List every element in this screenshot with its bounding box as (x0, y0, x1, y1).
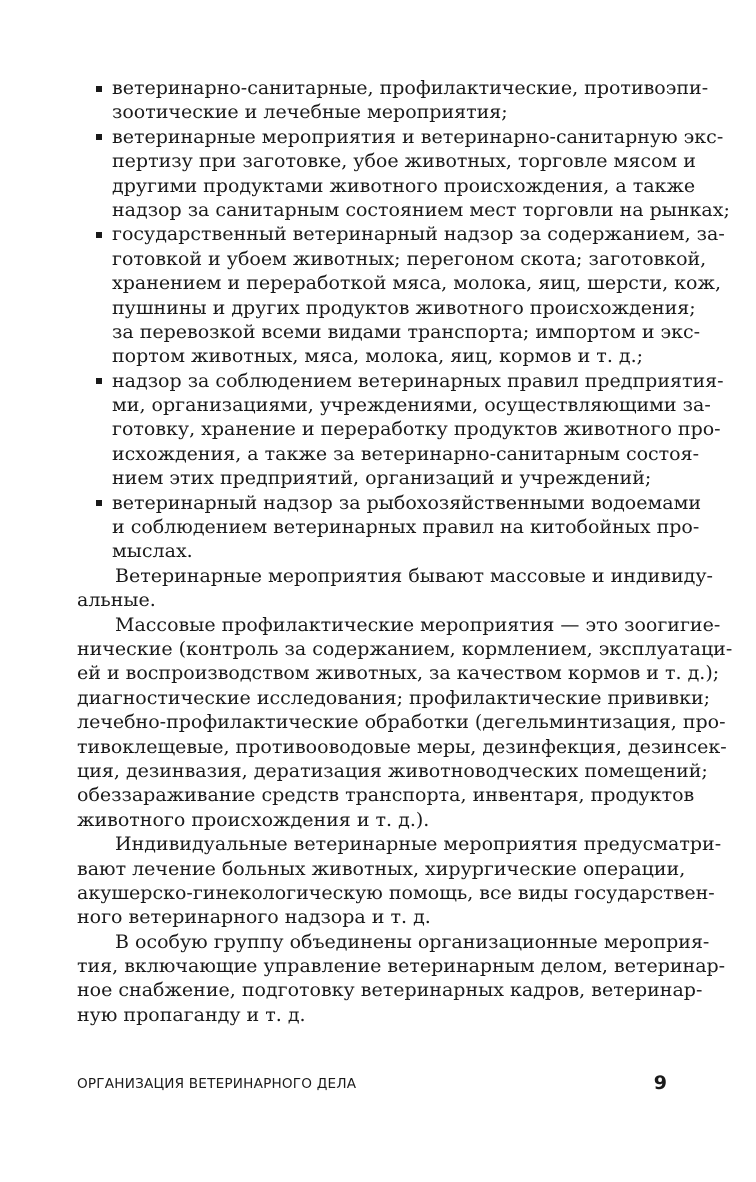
line-text: мыслах. (112, 540, 193, 563)
line-text: и соблюдением ветеринарных правил на китобойных про- (112, 516, 700, 539)
line-text: ного ветеринарного надзора и т. д. (77, 906, 431, 929)
line-text: Ветеринарные мероприятия бывают массовые и индивиду- (115, 564, 713, 587)
line-text: тивоклещевые, противооводовые меры, дезинфекция, дезинсек- (77, 735, 727, 758)
text-line (77, 76, 709, 100)
line-text: лечебно-профилактические обработки (дегельминтизация, про- (77, 711, 726, 734)
text-line (77, 832, 722, 856)
paragraph (77, 564, 713, 613)
text-line (77, 296, 696, 320)
line-text: Массовые профилактические мероприятия — это зоогигие- (115, 613, 721, 636)
line-text: готовку, хранение и переработку продуктов животного про- (112, 418, 721, 441)
text-line (77, 930, 710, 954)
line-text: за перевозкой всеми видами транспорта; импортом и экс- (112, 320, 701, 343)
bullet-square-icon (96, 378, 102, 384)
line-text: хранением и переработкой мяса, молока, яиц, шерсти, кож, (112, 272, 721, 295)
line-text: акушерско-гинекологическую помощь, все виды государствен- (77, 881, 715, 904)
line-text: нические (контроль за содержанием, кормлением, эксплуатаци- (77, 637, 733, 660)
line-text: вают лечение больных животных, хирургические операции, (77, 857, 686, 880)
text-line (77, 149, 696, 173)
line-text: государственный ветеринарный надзор за содержанием, за- (112, 223, 725, 246)
text-line (77, 978, 703, 1002)
bullet-square-icon (96, 86, 102, 92)
text-line (77, 491, 702, 515)
line-text: ми, организациями, учреждениями, осуществляющими за- (112, 394, 711, 417)
line-text: ное снабжение, подготовку ветеринарных кадров, ветеринар- (77, 979, 703, 1002)
line-text: другими продуктами животного происхождения, а также (112, 174, 696, 197)
text-line (77, 710, 726, 734)
line-text: зоотические и лечебные мероприятия; (112, 101, 508, 124)
text-line (77, 100, 667, 124)
line-text: пертизу при заготовке, убое животных, торговле мясом и (112, 150, 696, 173)
page-footer (77, 1072, 667, 1096)
text-line (77, 564, 713, 588)
text-line (77, 1003, 667, 1027)
text-line (77, 857, 686, 881)
bullet-square-icon (96, 500, 102, 506)
bullet-square-icon (96, 134, 102, 140)
text-line (77, 320, 701, 344)
paragraph (77, 930, 726, 1028)
line-text: ветеринарно-санитарные, профилактические, противоэпи- (112, 77, 709, 99)
page-number: 9 (653, 1072, 667, 1094)
text-line (77, 954, 726, 978)
line-text: готовкой и убоем животных; перегоном скота; заготовкой, (112, 247, 707, 270)
text-line (77, 613, 721, 637)
bullet-item (77, 76, 709, 125)
text-line (77, 539, 667, 563)
text-line (77, 198, 730, 222)
line-text: ветеринарные мероприятия и ветеринарно-санитарную экс- (112, 125, 724, 148)
text-line (77, 417, 721, 441)
bullet-square-icon (96, 232, 102, 238)
text-line (77, 466, 667, 490)
line-text: ную пропаганду и т. д. (77, 1003, 306, 1026)
text-line (77, 808, 667, 832)
line-text: диагностические исследования; профилактические прививки; (77, 686, 711, 709)
line-text: ветеринарный надзор за рыбохозяйственными водоемами (112, 491, 702, 514)
text-line (77, 905, 667, 929)
paragraph (77, 613, 733, 833)
text-line (77, 125, 724, 149)
text-line (77, 344, 667, 368)
line-text: нием этих предприятий, организаций и учреждений; (112, 467, 652, 490)
bullet-item (77, 125, 730, 223)
text-line (77, 588, 667, 612)
text-line (77, 686, 711, 710)
text-line (77, 759, 708, 783)
line-text: альные. (77, 589, 156, 612)
text-line (77, 174, 696, 198)
text-line (77, 369, 724, 393)
line-text: пушнины и других продуктов животного происхождения; (112, 296, 696, 319)
text-line (77, 881, 715, 905)
text-line (77, 735, 727, 759)
text-line (77, 783, 695, 807)
text-line (77, 271, 721, 295)
text-line (77, 515, 700, 539)
line-text: В особую группу объединены организационные мероприя- (115, 930, 710, 953)
text-line (77, 661, 720, 685)
line-text: надзор за санитарным состоянием мест торговли на рынках; (112, 198, 730, 221)
bullet-item (77, 369, 724, 491)
line-text: животного происхождения и т. д.). (77, 808, 430, 831)
line-text: портом животных, мяса, молока, яиц, кормов и т. д.; (112, 345, 644, 368)
paragraph (77, 832, 722, 930)
line-text: обеззараживание средств транспорта, инвентаря, продуктов (77, 784, 695, 807)
line-text: Индивидуальные ветеринарные мероприятия предусматри- (115, 833, 722, 856)
line-text: надзор за соблюдением ветеринарных правил предприятия- (112, 369, 724, 392)
running-title: ОРГАНИЗАЦИЯ ВЕТЕРИНАРНОГО ДЕЛА (77, 1076, 357, 1092)
bullet-item (77, 491, 702, 564)
line-text: тия, включающие управление ветеринарным делом, ветеринар- (77, 955, 726, 978)
text-line (77, 637, 733, 661)
text-line (77, 222, 725, 246)
text-line (77, 442, 700, 466)
text-line (77, 247, 707, 271)
page-body (77, 76, 733, 1027)
line-text: ей и воспроизводством животных, за качеством кормов и т. д.); (77, 662, 720, 685)
line-text: ция, дезинвазия, дератизация животноводческих помещений; (77, 759, 708, 782)
text-line (77, 393, 711, 417)
bullet-item (77, 222, 725, 368)
line-text: исхождения, а также за ветеринарно-санитарным состоя- (112, 442, 700, 465)
